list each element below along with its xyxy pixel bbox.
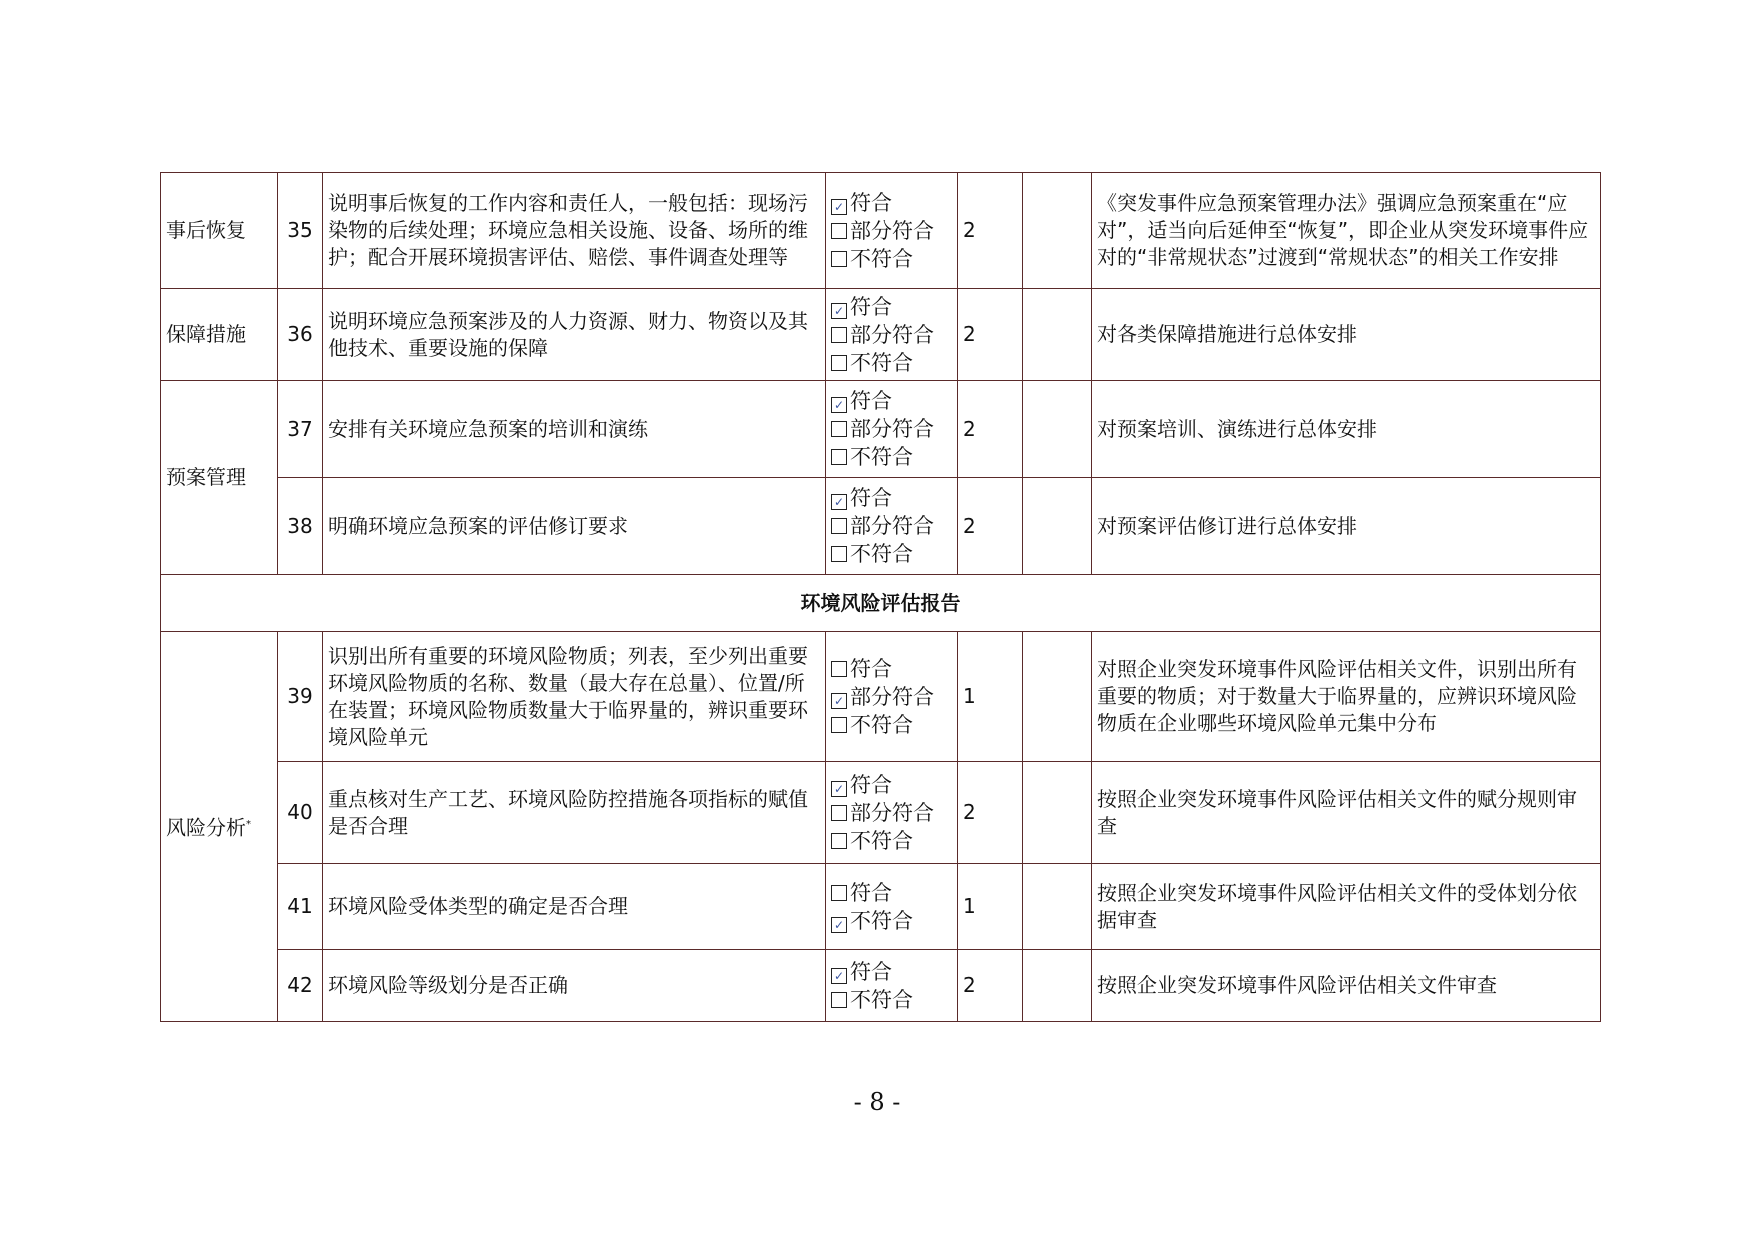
checkbox-icon[interactable] bbox=[831, 223, 847, 239]
requirement-text: 识别出所有重要的环境风险物质；列表，至少列出重要环境风险物质的名称、数量（最大存在总量）、位置/所在装置；环境风险物质数量大于临界量的，辨识重要环境风险单元 bbox=[328, 643, 808, 749]
compliance-option[interactable] bbox=[831, 443, 952, 471]
item-number-cell bbox=[278, 381, 323, 478]
checked-box-icon[interactable]: ✓ bbox=[831, 397, 847, 413]
section-title-cell bbox=[161, 575, 1601, 632]
option-label: 部分符合 bbox=[850, 218, 934, 243]
requirement-cell bbox=[323, 478, 826, 575]
checked-box-icon[interactable]: ✓ bbox=[831, 199, 847, 215]
checked-box-icon[interactable]: ✓ bbox=[831, 494, 847, 510]
category-label: 预案管理 bbox=[166, 465, 246, 489]
score-cell bbox=[958, 478, 1023, 575]
page-number: - 8 - bbox=[853, 1088, 901, 1116]
requirement-text: 说明环境应急预案涉及的人力资源、财力、物资以及其他技术、重要设施的保障 bbox=[328, 308, 808, 360]
category-label: 保障措施 bbox=[166, 322, 246, 346]
option-label: 不符合 bbox=[850, 908, 913, 933]
checkbox-icon[interactable] bbox=[831, 518, 847, 534]
requirement-text: 安排有关环境应急预案的培训和演练 bbox=[328, 416, 648, 441]
option-label: 部分符合 bbox=[850, 417, 934, 441]
score-value: 2 bbox=[963, 218, 976, 242]
blank-cell bbox=[1023, 864, 1092, 950]
option-label: 符合 bbox=[850, 959, 892, 984]
note-text: 对预案评估修订进行总体安排 bbox=[1097, 513, 1357, 538]
note-text: 对各类保障措施进行总体安排 bbox=[1097, 322, 1357, 346]
compliance-option[interactable] bbox=[831, 799, 952, 827]
compliance-options-cell bbox=[826, 289, 958, 381]
item-number-cell bbox=[278, 864, 323, 950]
compliance-option[interactable] bbox=[831, 540, 952, 568]
score-cell bbox=[958, 289, 1023, 381]
compliance-option[interactable] bbox=[831, 683, 952, 711]
compliance-options-cell bbox=[826, 632, 958, 762]
note-cell bbox=[1092, 762, 1601, 864]
item-number-cell bbox=[278, 289, 323, 381]
checkbox-icon[interactable] bbox=[831, 833, 847, 849]
checkbox-icon[interactable] bbox=[831, 885, 847, 901]
section-row bbox=[161, 575, 1601, 632]
section-title: 环境风险评估报告 bbox=[800, 590, 961, 615]
score-value: 2 bbox=[963, 973, 976, 997]
compliance-option[interactable] bbox=[831, 387, 952, 415]
score-value: 2 bbox=[963, 416, 976, 441]
table-row bbox=[161, 762, 1601, 864]
item-number-cell bbox=[278, 173, 323, 289]
note-cell bbox=[1092, 173, 1601, 289]
checkbox-icon[interactable] bbox=[831, 449, 847, 465]
compliance-options-cell bbox=[826, 864, 958, 950]
option-label: 部分符合 bbox=[850, 800, 934, 825]
note-cell bbox=[1092, 478, 1601, 575]
option-label: 符合 bbox=[850, 486, 892, 510]
compliance-options-cell bbox=[826, 950, 958, 1022]
option-label: 不符合 bbox=[850, 445, 913, 469]
checkbox-icon[interactable] bbox=[831, 327, 847, 343]
checked-box-icon[interactable]: ✓ bbox=[831, 917, 847, 933]
category-label: 风险分析 bbox=[166, 815, 246, 840]
score-value: 1 bbox=[963, 894, 976, 918]
note-text: 按照企业突发环境事件风险评估相关文件的受体划分依据审查 bbox=[1097, 880, 1577, 932]
note-text: 对预案培训、演练进行总体安排 bbox=[1097, 416, 1377, 441]
requirement-text: 明确环境应急预案的评估修订要求 bbox=[328, 513, 628, 538]
score-cell bbox=[958, 173, 1023, 289]
option-label: 符合 bbox=[850, 389, 892, 413]
note-text: 按照企业突发环境事件风险评估相关文件的赋分规则审查 bbox=[1097, 786, 1577, 838]
table-row bbox=[161, 173, 1601, 289]
note-cell bbox=[1092, 289, 1601, 381]
checkbox-icon[interactable] bbox=[831, 717, 847, 733]
blank-cell bbox=[1023, 632, 1092, 762]
item-number: 35 bbox=[287, 218, 313, 242]
note-cell bbox=[1092, 864, 1601, 950]
table-row bbox=[161, 950, 1601, 1022]
checkbox-icon[interactable] bbox=[831, 421, 847, 437]
requirement-text: 环境风险等级划分是否正确 bbox=[328, 973, 568, 997]
category-label: 事后恢复 bbox=[166, 218, 246, 242]
item-number-cell bbox=[278, 478, 323, 575]
requirement-cell bbox=[323, 289, 826, 381]
option-label: 部分符合 bbox=[850, 322, 934, 347]
table-row bbox=[161, 632, 1601, 762]
compliance-option[interactable] bbox=[831, 484, 952, 512]
table-row bbox=[161, 289, 1601, 381]
note-text: 《突发事件应急预案管理办法》强调应急预案重在“应对”，适当向后延伸至“恢复”，即企业从突发环境事件应对的“非常规状态”过渡到“常规状态”的相关工作安排 bbox=[1097, 191, 1589, 269]
score-value: 2 bbox=[963, 800, 976, 824]
option-label: 不符合 bbox=[850, 246, 913, 271]
category-cell bbox=[161, 289, 278, 381]
compliance-option[interactable] bbox=[831, 512, 952, 540]
item-number: 40 bbox=[287, 800, 313, 824]
checked-box-icon[interactable]: ✓ bbox=[831, 693, 847, 709]
compliance-option[interactable] bbox=[831, 907, 952, 935]
note-cell bbox=[1092, 381, 1601, 478]
item-number: 39 bbox=[287, 684, 313, 708]
note-text: 按照企业突发环境事件风险评估相关文件审查 bbox=[1097, 973, 1497, 997]
checked-box-icon[interactable]: ✓ bbox=[831, 781, 847, 797]
compliance-option[interactable] bbox=[831, 879, 952, 907]
compliance-option[interactable] bbox=[831, 245, 952, 273]
review-table-body bbox=[161, 173, 1601, 1022]
score-cell bbox=[958, 632, 1023, 762]
compliance-option[interactable] bbox=[831, 958, 952, 986]
item-number-cell bbox=[278, 950, 323, 1022]
score-value: 2 bbox=[963, 513, 976, 538]
option-label: 不符合 bbox=[850, 987, 913, 1012]
requirement-text: 说明事后恢复的工作内容和责任人，一般包括：现场污染物的后续处理；环境应急相关设施、设备、场所的维护；配合开展环境损害评估、赔偿、事件调查处理等 bbox=[328, 191, 808, 269]
option-label: 不符合 bbox=[850, 828, 913, 853]
compliance-option[interactable] bbox=[831, 321, 952, 349]
option-label: 不符合 bbox=[850, 350, 913, 375]
option-label: 部分符合 bbox=[850, 514, 934, 538]
category-mark: * bbox=[246, 819, 251, 831]
item-number: 37 bbox=[287, 416, 313, 441]
table-row bbox=[161, 864, 1601, 950]
review-table bbox=[160, 172, 1601, 1022]
option-label: 部分符合 bbox=[850, 684, 934, 709]
checkbox-icon[interactable] bbox=[831, 251, 847, 267]
checkbox-icon[interactable] bbox=[831, 992, 847, 1008]
compliance-option[interactable] bbox=[831, 986, 952, 1014]
checked-box-icon[interactable]: ✓ bbox=[831, 303, 847, 319]
compliance-options-cell bbox=[826, 173, 958, 289]
blank-cell bbox=[1023, 762, 1092, 864]
item-number-cell bbox=[278, 762, 323, 864]
note-cell bbox=[1092, 632, 1601, 762]
requirement-text: 重点核对生产工艺、环境风险防控措施各项指标的赋值是否合理 bbox=[328, 786, 808, 838]
blank-cell bbox=[1023, 173, 1092, 289]
blank-cell bbox=[1023, 950, 1092, 1022]
requirement-cell bbox=[323, 762, 826, 864]
requirement-cell bbox=[323, 173, 826, 289]
score-cell bbox=[958, 864, 1023, 950]
score-cell bbox=[958, 950, 1023, 1022]
compliance-options-cell bbox=[826, 478, 958, 575]
option-label: 符合 bbox=[850, 294, 892, 319]
checkbox-icon[interactable] bbox=[831, 805, 847, 821]
blank-cell bbox=[1023, 289, 1092, 381]
requirement-text: 环境风险受体类型的确定是否合理 bbox=[328, 894, 628, 918]
table-row bbox=[161, 381, 1601, 478]
option-label: 符合 bbox=[850, 880, 892, 905]
checkbox-icon[interactable] bbox=[831, 355, 847, 371]
note-text: 对照企业突发环境事件风险评估相关文件，识别出所有重要的物质；对于数量大于临界量的，应辨识环境风险物质在企业哪些环境风险单元集中分布 bbox=[1097, 657, 1577, 735]
compliance-option[interactable] bbox=[831, 827, 952, 855]
checkbox-icon[interactable] bbox=[831, 546, 847, 562]
item-number-cell bbox=[278, 632, 323, 762]
option-label: 符合 bbox=[850, 772, 892, 797]
score-value: 1 bbox=[963, 684, 976, 708]
blank-cell bbox=[1023, 478, 1092, 575]
compliance-options-cell bbox=[826, 762, 958, 864]
requirement-cell bbox=[323, 632, 826, 762]
compliance-option[interactable] bbox=[831, 189, 952, 217]
requirement-cell bbox=[323, 950, 826, 1022]
option-label: 符合 bbox=[850, 656, 892, 681]
note-cell bbox=[1092, 950, 1601, 1022]
compliance-option[interactable] bbox=[831, 771, 952, 799]
compliance-option[interactable] bbox=[831, 655, 952, 683]
option-label: 符合 bbox=[850, 190, 892, 215]
requirement-cell bbox=[323, 381, 826, 478]
compliance-option[interactable] bbox=[831, 415, 952, 443]
item-number: 41 bbox=[287, 894, 313, 918]
item-number: 36 bbox=[287, 322, 313, 346]
score-value: 2 bbox=[963, 322, 976, 346]
option-label: 不符合 bbox=[850, 542, 913, 566]
compliance-option[interactable] bbox=[831, 293, 952, 321]
blank-cell bbox=[1023, 381, 1092, 478]
compliance-option[interactable] bbox=[831, 711, 952, 739]
checkbox-icon[interactable] bbox=[831, 661, 847, 677]
score-cell bbox=[958, 762, 1023, 864]
table-row bbox=[161, 478, 1601, 575]
category-cell bbox=[161, 632, 278, 1022]
compliance-option[interactable] bbox=[831, 349, 952, 377]
item-number: 42 bbox=[287, 973, 313, 997]
score-cell bbox=[958, 381, 1023, 478]
requirement-cell bbox=[323, 864, 826, 950]
compliance-option[interactable] bbox=[831, 217, 952, 245]
checked-box-icon[interactable]: ✓ bbox=[831, 968, 847, 984]
category-cell bbox=[161, 381, 278, 575]
category-cell bbox=[161, 173, 278, 289]
option-label: 不符合 bbox=[850, 712, 913, 737]
item-number: 38 bbox=[287, 513, 313, 538]
compliance-options-cell bbox=[826, 381, 958, 478]
